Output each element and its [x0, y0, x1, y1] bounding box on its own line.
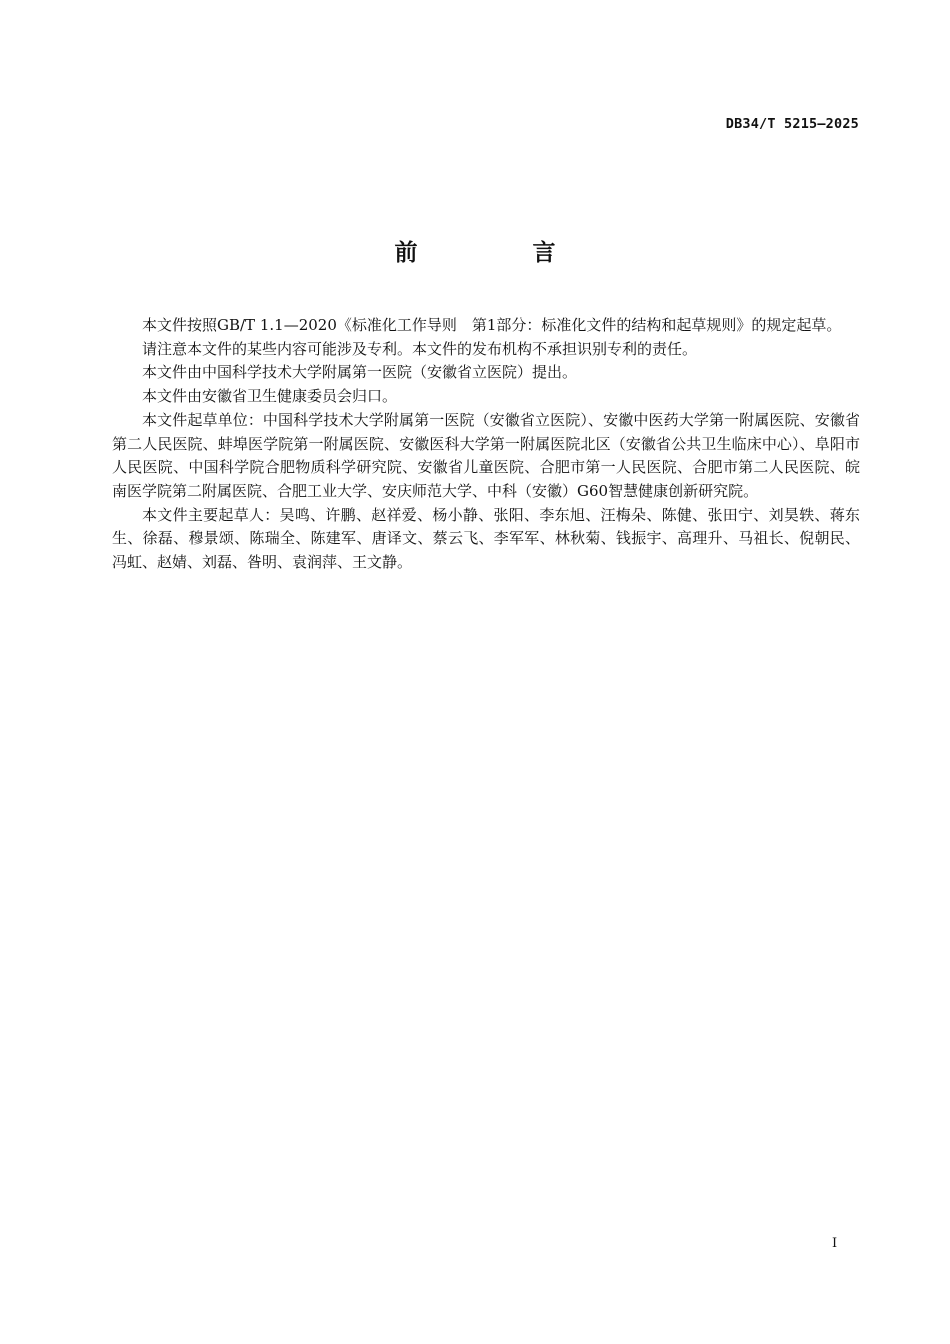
paragraph-administrator: 本文件由安徽省卫生健康委员会归口。 [142, 387, 398, 406]
paragraph-drafting-rules: 本文件按照GB/T 1.1—2020《标准化工作导则 第1部分：标准化文件的结构和起草规则》的规定起草。 [142, 316, 842, 334]
page-number: I [832, 1236, 838, 1251]
paragraph-proposer: 本文件由中国科学技术大学附属第一医院（安徽省立医院）提出。 [142, 363, 578, 382]
paragraph-patent-notice: 请注意本文件的某些内容可能涉及专利。本文件的发布机构不承担识别专利的责任。 [142, 339, 698, 358]
paragraph-drafting-units: 本文件起草单位：中国科学技术大学附属第一医院（安徽省立医院）、安徽中医药大学第一附属医院、安徽省第二人民医院、蚌埠医学院第一附属医院、安徽医科大学第一附属医院北区（安徽省公共卫生临床中心）、阜阳市人民医院、中国科学院合肥物质科学研究院、安徽省儿童医院、合肥市第一人民医院、合肥市第二人民医院、皖南医学院第二附属医院、合肥工业大学、安庆师范大学、中科（安徽）G60智慧健康创新研究院。 [112, 410, 860, 500]
paragraph-drafters: 本文件主要起草人：吴鸣、许鹏、赵祥爱、杨小静、张阳、李东旭、汪梅朵、陈健、张田宁、刘昊轶、蒋东生、徐磊、穆景颂、陈瑞全、陈建军、唐译文、蔡云飞、李军军、林秋菊、钱振宇、高理升、马祖长、倪朝民、冯虹、赵婧、刘磊、昝明、袁润萍、王文静。 [112, 505, 860, 572]
foreword-body [112, 314, 860, 575]
page-title: 前 言 [394, 240, 602, 266]
standard-code: DB34/T 5215—2025 [725, 116, 859, 132]
